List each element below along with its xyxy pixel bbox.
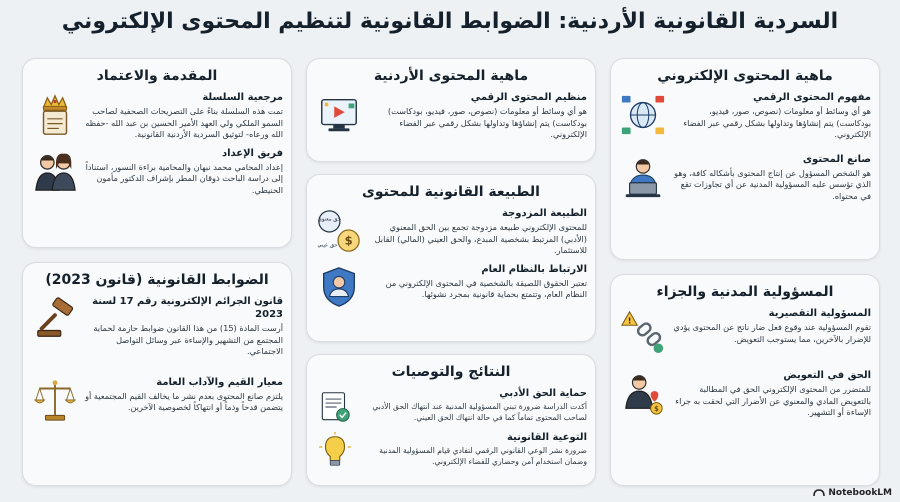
item-title: قانون الجرائم الإلكترونية رقم 17 لسنة 2023 xyxy=(92,296,283,320)
card-title: المقدمة والاعتماد xyxy=(96,68,218,84)
page-title: السردية القانونية الأردنية: الضوابط القانونية لتنظيم المحتوى الإلكتروني xyxy=(61,9,839,34)
item-body: للمحتوى الإلكتروني طبيعة مزدوجة تجمع بين الحق المعنوي (الأدبي) المرتبط بشخصية المبدع، والحق العيني (المالي) القابل للاستثمار. xyxy=(374,222,587,255)
svg-text:$: $ xyxy=(344,233,353,248)
card-title: المسؤولية المدنية والجزاء xyxy=(656,284,834,300)
item-dual-nature xyxy=(315,207,587,257)
item-title: التوعية القانونية xyxy=(506,432,587,443)
brand-watermark xyxy=(813,488,892,498)
broken-chain-icon xyxy=(619,307,667,355)
certificate-icon xyxy=(315,387,355,427)
card-digital-content xyxy=(610,58,880,260)
item-title: المسؤولية التقصيرية xyxy=(768,308,871,319)
item-prep-team xyxy=(31,147,283,197)
item-title: فريق الإعداد xyxy=(221,147,283,159)
item-body: ضرورة نشر الوعي القانوني الرقمي لتفادي قيام المسؤولية المدنية وضمان استخدام آمن وحضاري للفضاء الإلكتروني. xyxy=(379,446,587,466)
item-public-order xyxy=(315,263,587,311)
item-title: صانع المحتوى xyxy=(802,153,871,165)
gavel-icon xyxy=(31,295,79,343)
item-series-reference xyxy=(31,91,283,141)
item-digital-content-concept xyxy=(619,91,871,141)
item-title: معيار القيم والآداب العامة xyxy=(156,376,283,388)
item-title: الارتباط بالنظام العام xyxy=(481,263,587,275)
card-intro xyxy=(22,58,292,248)
card-results xyxy=(306,354,596,486)
item-title: الطبيعة المزدوجة xyxy=(501,208,587,219)
card-title: ماهية المحتوى الإلكتروني xyxy=(657,68,833,84)
media-screen-icon xyxy=(315,91,363,139)
item-tort-liability xyxy=(619,307,871,355)
item-body: أكدت الدراسة ضرورة تبني المسؤولية المدنية عند انتهاك الحق الأدبي لصاحب المحتوى تماماً كما في حالة انتهاك الحق العيني. xyxy=(372,402,587,422)
item-body: هو أي وسائط أو معلومات (نصوص، صور، فيديو، بودكاست) يتم إنشاؤها وتداولها بشكل رقمي عبر الفضاء الإلكتروني. xyxy=(683,106,871,139)
item-title: حماية الحق الأدبي xyxy=(499,388,587,399)
card-title: ماهية المحتوى الأردنية xyxy=(373,68,529,84)
item-moral-right-protection xyxy=(315,387,587,427)
item-title: منظيم المحتوى الرقمي xyxy=(470,92,587,103)
shield-person-icon xyxy=(315,263,363,311)
item-body: للمتضرر من المحتوى الإلكتروني الحق في المطالبة بالتعويض المادي والمعنوي عن الأضرار التي لحقت به جراء الإساءة أو التشهير. xyxy=(675,384,871,417)
globe-network-icon xyxy=(619,91,667,139)
card-civil-liability xyxy=(610,274,880,486)
card-regulations xyxy=(22,262,292,486)
item-title: الحق في التعويض xyxy=(783,370,871,381)
crown-document-icon xyxy=(31,91,79,139)
item-public-morals xyxy=(31,376,283,424)
item-right-to-compensation xyxy=(619,369,871,419)
svg-text:!: ! xyxy=(627,316,632,326)
item-digital-content-organizer xyxy=(315,91,587,141)
card-title: الضوابط القانونية (قانون 2023) xyxy=(45,272,269,288)
item-body: تمت هذه السلسلة بناءً على التصريحات الصحفية لصاحب السمو الملكي ولي العهد الأمير الحسين بن عبد الله -حفظه الله ورعاه- لتوثيق السردية الأردنية القانونية. xyxy=(85,106,283,139)
card-jordan-content xyxy=(306,58,596,162)
brand-label: NotebookLM xyxy=(828,488,892,498)
real-right-label: حق عيني xyxy=(317,242,338,249)
item-body: هو أي وسائط أو معلومات (نصوص، صور، فيديو، بودكاست) بودكاست) يتم إنشاؤها وتداولها بشكل رقمي عبر الفضاء الإلكتروني. xyxy=(387,106,587,139)
item-body: تقوم المسؤولية عند وقوع فعل ضار ناتج عن المحتوى يؤدي للإضرار بالآخرين، مما يستوجب التعويض. xyxy=(673,322,871,344)
notebooklm-logo-icon xyxy=(813,489,825,497)
item-title: مفهوم المحتوى الرقمي xyxy=(753,92,871,103)
dual-rights-icon xyxy=(315,207,363,255)
scales-icon xyxy=(31,376,79,424)
team-icon xyxy=(31,147,79,195)
card-title: الطبيعة القانونية للمحتوى xyxy=(362,184,540,200)
item-legal-awareness xyxy=(315,431,587,471)
item-cybercrime-law xyxy=(31,295,283,358)
moral-right-label: حق معنوي xyxy=(317,216,341,223)
item-content-creator xyxy=(619,153,871,203)
item-body: هو الشخص المسؤول عن إنتاج المحتوى بأشكاله كافة، وهو الذي تؤسس عليه المسؤولية المدنية عن أي تجاوزات تقع في محتواه. xyxy=(674,167,871,201)
card-title: النتائج والتوصيات xyxy=(391,364,511,380)
item-body: أرست المادة (15) من هذا القانون ضوابط حازمة لحماية المجتمع من التشهير والإساءة عبر وسائل التواصل الاجتماعي. xyxy=(93,323,283,356)
item-title: مرجعية السلسلة xyxy=(202,92,283,103)
item-body: تعتبر الحقوق اللصيقة بالشخصية في المحتوى الإلكتروني من النظام العام، وتتمتع بحماية قانونية بمجرد نشوئها. xyxy=(385,277,587,299)
lightbulb-icon xyxy=(315,431,355,471)
card-legal-nature xyxy=(306,174,596,342)
item-body: يلتزم صانع المحتوى بعدم نشر ما يخالف القيم المجتمعية أو يتضمن قدحاً وذماً أو انتهاكاً لخصوصية الآخرين. xyxy=(85,390,283,412)
svg-text:$: $ xyxy=(654,405,659,414)
creator-laptop-icon xyxy=(619,153,667,201)
item-body: إعداد المحامي محمد نبهان والمحامية براءة النسور، استناداً إلى دراسة الباحث ذوقان المطر بإشراف الدكتور مأمون الحنيطي. xyxy=(85,161,283,195)
compensation-icon xyxy=(619,369,667,417)
